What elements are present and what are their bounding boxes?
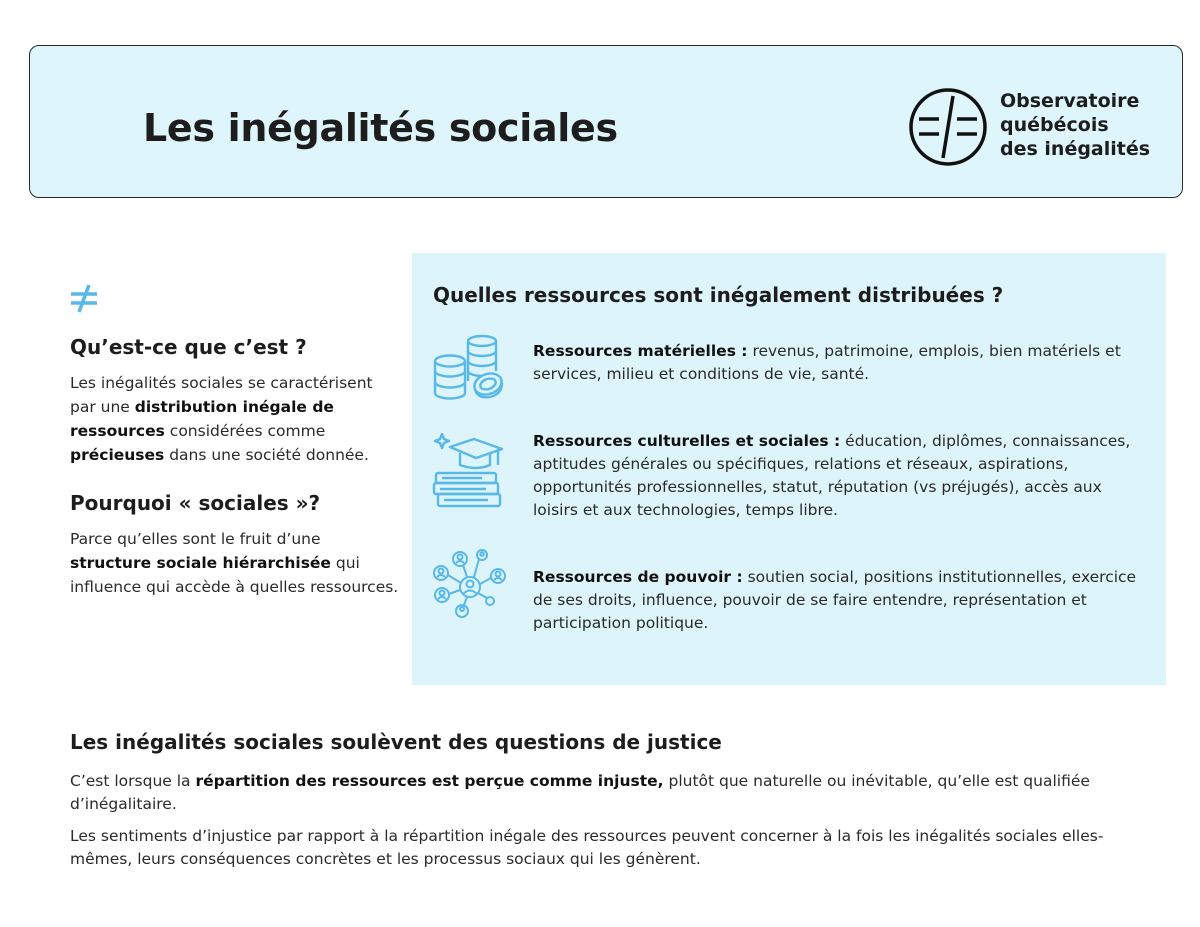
definition-bold-1: distribution inégale de ressources xyxy=(70,398,334,440)
justice-paragraph-1 xyxy=(70,770,1150,816)
logo-line-1: Observatoire xyxy=(1000,90,1140,112)
resource-label: Ressources culturelles et sociales : xyxy=(533,432,841,450)
definition-text-part: Les inégalités sociales se caractérisent par une xyxy=(70,374,373,416)
resource-label: Ressources matérielles : xyxy=(533,342,748,360)
resource-description: éducation, diplômes, connaissances, aptitudes générales ou spécifiques, relations et réseaux, aspirations, opportunités professionnelles, statut, réputation (vs préjugés), accès aux loisirs et aux technologies, temps libre. xyxy=(533,432,1131,519)
resources-panel xyxy=(412,253,1166,685)
graduation-books-icon xyxy=(432,433,508,511)
definition-heading: Qu’est-ce que c’est ? xyxy=(70,335,307,359)
why-social-text xyxy=(70,527,400,599)
logo-text xyxy=(1000,89,1150,161)
coins-stack-icon xyxy=(432,331,508,403)
justice-text-part: plutôt que naturelle ou inévitable, qu’elle est qualifiée d’inégalitaire. xyxy=(70,772,1090,813)
not-equal-icon xyxy=(68,282,100,314)
logo-line-2: québécois xyxy=(1000,114,1109,136)
resource-item-power xyxy=(533,566,1143,635)
justice-heading: Les inégalités sociales soulèvent des questions de justice xyxy=(70,730,722,754)
definition-text-part: dans une société donnée. xyxy=(164,446,369,464)
justice-text-part: C’est lorsque la xyxy=(70,772,196,790)
header-banner xyxy=(29,45,1183,198)
resource-description: soutien social, positions institutionnelles, exercice de ses droits, influence, pouvoir de se faire entendre, représentation et participation politique. xyxy=(533,568,1137,632)
resource-item-cultural xyxy=(533,430,1143,522)
why-social-bold: structure sociale hiérarchisée xyxy=(70,554,331,572)
resources-heading: Quelles ressources sont inégalement distribuées ? xyxy=(433,283,1004,307)
resource-item-material xyxy=(533,340,1143,386)
why-social-heading: Pourquoi « sociales »? xyxy=(70,491,321,515)
left-column xyxy=(70,333,400,599)
why-social-text-part: qui influence qui accède à quelles ressources. xyxy=(70,554,399,596)
logo-line-3: des inégalités xyxy=(1000,138,1151,160)
definition-text-part: considérées comme xyxy=(164,422,326,440)
why-social-text-part: Parce qu’elles sont le fruit d’une xyxy=(70,530,321,548)
people-network-icon xyxy=(432,549,508,619)
resource-label: Ressources de pouvoir : xyxy=(533,568,743,586)
resource-description: revenus, patrimoine, emplois, bien matériels et services, milieu et conditions de vie, santé. xyxy=(533,342,1121,383)
definition-bold-2: précieuses xyxy=(70,446,165,464)
justice-section xyxy=(70,728,1150,880)
justice-bold: répartition des ressources est perçue comme injuste, xyxy=(195,772,664,790)
observatoire-logo xyxy=(908,86,1158,168)
observatoire-logo-icon xyxy=(908,86,990,168)
justice-paragraph-2: Les sentiments d’injustice par rapport à la répartition inégale des ressources peuvent concerner à la fois les inégalités sociales elles-mêmes, leurs conséquences concrètes et les processus sociaux qui les génèrent. xyxy=(70,827,1104,868)
page-title: Les inégalités sociales xyxy=(143,106,618,150)
definition-text xyxy=(70,371,400,467)
